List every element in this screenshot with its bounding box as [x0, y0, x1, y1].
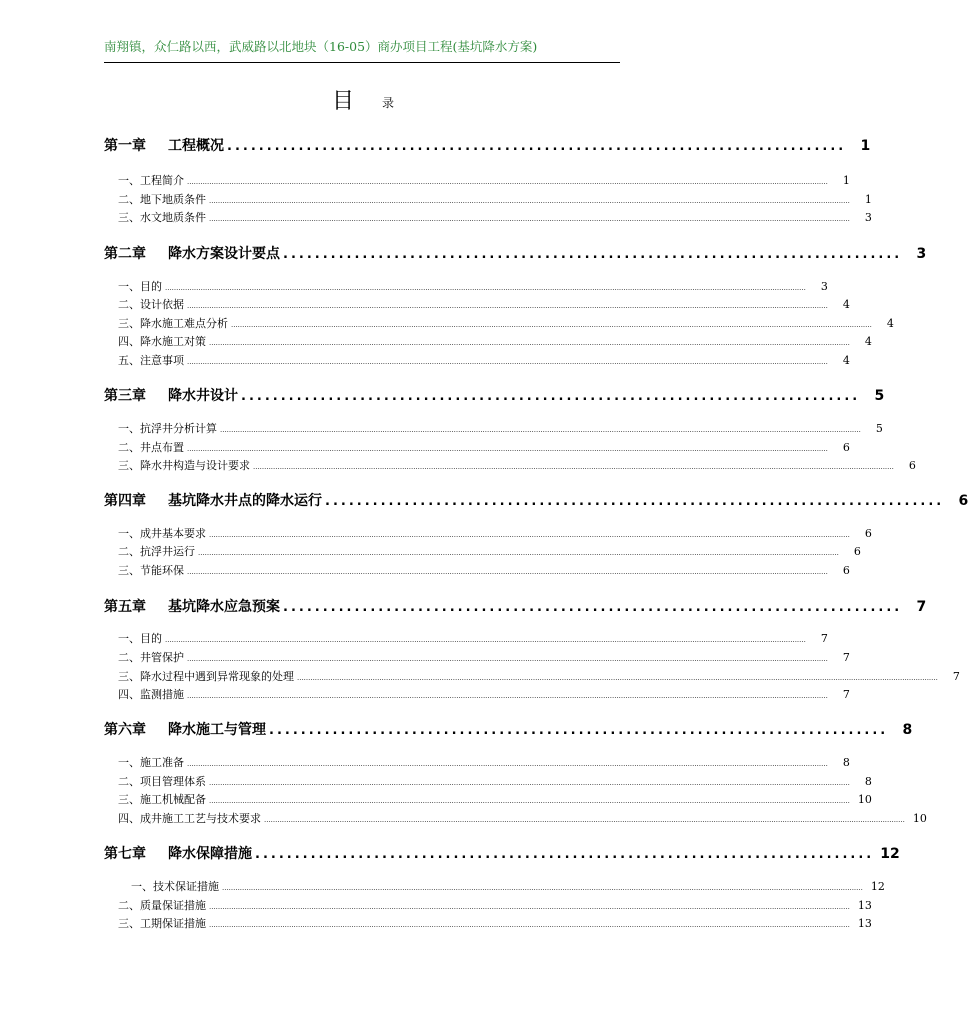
entry-title: 四、监测措施 — [118, 688, 184, 701]
page-number: 4 — [886, 317, 894, 330]
entry-title: 降水施工与管理 — [168, 722, 266, 738]
entry-title: 三、降水过程中遇到异常现象的处理 — [118, 670, 294, 683]
page-number: 5 — [875, 422, 883, 435]
dot-leader: ................................................................................................................................................................................................................................................................................................ — [253, 463, 894, 471]
toc-section-entry[interactable] — [118, 315, 894, 331]
toc-section-entry[interactable] — [118, 630, 828, 646]
entry-title: 二、设计依据 — [118, 298, 184, 311]
chapter-number: 第六章 — [104, 722, 146, 738]
entry-title: 降水井设计 — [168, 388, 238, 404]
toc-title-sub: 录 — [382, 96, 395, 110]
toc-chapter-entry[interactable] — [104, 385, 885, 405]
page-number: 7 — [842, 688, 850, 701]
toc-section-entry[interactable] — [118, 915, 872, 931]
dot-leader: .............................................................................. — [283, 247, 903, 262]
page-number: 5 — [874, 388, 885, 404]
dot-leader: ................................................................................................................................................................................................................................................................................................ — [209, 903, 850, 911]
dot-leader: ................................................................................................................................................................................................................................................................................................ — [165, 636, 806, 644]
page-number: 3 — [864, 211, 872, 224]
dot-leader: ................................................................................................................................................................................................................................................................................................ — [165, 284, 806, 292]
entry-title: 二、地下地质条件 — [118, 193, 206, 206]
entry-title: 工程概况 — [168, 138, 224, 154]
toc-section-entry[interactable] — [118, 191, 872, 207]
chapter-number: 第三章 — [104, 388, 146, 404]
entry-title: 二、质量保证措施 — [118, 899, 206, 912]
dot-leader: ................................................................................................................................................................................................................................................................................................ — [187, 692, 828, 700]
page-number: 4 — [864, 335, 872, 348]
entry-title: 三、降水井构造与设计要求 — [118, 459, 250, 472]
page-number: 7 — [820, 632, 828, 645]
dot-leader: ................................................................................................................................................................................................................................................................................................ — [187, 358, 828, 366]
toc-section-entry[interactable] — [118, 791, 872, 807]
dot-leader: .............................................................................. — [283, 600, 903, 615]
page-number: 6 — [853, 545, 861, 558]
dot-leader: ................................................................................................................................................................................................................................................................................................ — [222, 884, 863, 892]
entry-title: 一、目的 — [118, 280, 162, 293]
toc-chapter-entry[interactable] — [104, 490, 968, 510]
dot-leader: .............................................................................. — [255, 847, 875, 862]
page-number: 4 — [842, 354, 850, 367]
dot-leader: ................................................................................................................................................................................................................................................................................................ — [198, 549, 839, 557]
page-number: 1 — [864, 193, 872, 206]
toc-chapter-entry[interactable] — [104, 135, 871, 155]
page-number: 3 — [916, 246, 927, 262]
entry-title: 二、项目管理体系 — [118, 775, 206, 788]
page-number: 6 — [842, 441, 850, 454]
dot-leader: ................................................................................................................................................................................................................................................................................................ — [231, 321, 872, 329]
toc-section-entry[interactable] — [118, 209, 872, 225]
dot-leader: ................................................................................................................................................................................................................................................................................................ — [187, 760, 828, 768]
page-number: 1 — [842, 174, 850, 187]
entry-title: 一、技术保证措施 — [131, 880, 219, 893]
entry-title: 四、成井施工工艺与技术要求 — [118, 812, 261, 825]
chapter-number: 第二章 — [104, 246, 146, 262]
toc-section-entry[interactable] — [118, 649, 850, 665]
page-number: 8 — [864, 775, 872, 788]
toc-section-entry[interactable] — [118, 525, 872, 541]
entry-title: 基坑降水应急预案 — [168, 599, 280, 615]
entry-title: 一、抗浮井分析计算 — [118, 422, 217, 435]
chapter-number: 第一章 — [104, 138, 146, 154]
toc-section-entry[interactable] — [118, 352, 850, 368]
toc-section-entry[interactable] — [118, 296, 850, 312]
dot-leader: ................................................................................................................................................................................................................................................................................................ — [187, 178, 828, 186]
page-number: 1 — [860, 138, 871, 154]
dot-leader: ................................................................................................................................................................................................................................................................................................ — [209, 215, 850, 223]
entry-title: 一、成井基本要求 — [118, 527, 206, 540]
page-number: 6 — [842, 564, 850, 577]
dot-leader: ................................................................................................................................................................................................................................................................................................ — [187, 445, 828, 453]
page-number: 7 — [916, 599, 927, 615]
chapter-number: 第五章 — [104, 599, 146, 615]
dot-leader: ................................................................................................................................................................................................................................................................................................ — [187, 568, 828, 576]
page-number: 6 — [958, 493, 968, 509]
page-number: 12 — [870, 880, 885, 893]
entry-title: 二、抗浮井运行 — [118, 545, 195, 558]
toc-chapter-entry[interactable] — [104, 243, 927, 263]
dot-leader: ................................................................................................................................................................................................................................................................................................ — [209, 339, 850, 347]
toc-section-entry[interactable] — [118, 439, 850, 455]
dot-leader: .............................................................................. — [241, 389, 861, 404]
toc-section-entry[interactable] — [118, 897, 872, 913]
entry-title: 三、施工机械配备 — [118, 793, 206, 806]
toc-chapter-entry[interactable] — [104, 596, 927, 616]
entry-title: 一、目的 — [118, 632, 162, 645]
page-number: 6 — [864, 527, 872, 540]
entry-title: 一、工程简介 — [118, 174, 184, 187]
toc-section-entry[interactable] — [118, 562, 850, 578]
entry-title: 基坑降水井点的降水运行 — [168, 493, 322, 509]
dot-leader: ................................................................................................................................................................................................................................................................................................ — [187, 302, 828, 310]
toc-section-entry[interactable] — [118, 457, 916, 473]
page-number: 8 — [842, 756, 850, 769]
page-number: 10 — [857, 793, 872, 806]
toc-section-entry[interactable] — [131, 878, 885, 894]
entry-title: 三、水文地质条件 — [118, 211, 206, 224]
dot-leader: ................................................................................................................................................................................................................................................................................................ — [209, 197, 850, 205]
toc-chapter-entry[interactable] — [104, 843, 900, 863]
entry-title: 五、注意事项 — [118, 354, 184, 367]
toc-section-entry[interactable] — [118, 172, 850, 188]
toc-section-entry[interactable] — [118, 686, 850, 702]
page-number: 4 — [842, 298, 850, 311]
dot-leader: ................................................................................................................................................................................................................................................................................................ — [209, 779, 850, 787]
document-header: 南翔镇，众仁路以西，武威路以北地块（16-05）商办项目工程(基坑降水方案) — [104, 39, 538, 54]
header-rule — [104, 62, 620, 63]
entry-title: 三、节能环保 — [118, 564, 184, 577]
entry-title: 三、工期保证措施 — [118, 917, 206, 930]
dot-leader: ................................................................................................................................................................................................................................................................................................ — [209, 531, 850, 539]
toc-section-entry[interactable] — [118, 420, 883, 436]
toc-chapter-entry[interactable] — [104, 719, 913, 739]
page-number: 8 — [902, 722, 913, 738]
dot-leader: ................................................................................................................................................................................................................................................................................................ — [187, 655, 828, 663]
dot-leader: .............................................................................. — [227, 139, 847, 154]
page-number: 12 — [880, 846, 900, 862]
page-number: 13 — [857, 917, 872, 930]
dot-leader: ................................................................................................................................................................................................................................................................................................ — [209, 797, 850, 805]
toc-section-entry[interactable] — [118, 543, 861, 559]
toc-section-entry[interactable] — [118, 278, 828, 294]
toc-section-entry[interactable] — [118, 773, 872, 789]
entry-title: 三、降水施工难点分析 — [118, 317, 228, 330]
toc-section-entry[interactable] — [118, 333, 872, 349]
page-number: 3 — [820, 280, 828, 293]
dot-leader: ................................................................................................................................................................................................................................................................................................ — [264, 816, 905, 824]
entry-title: 降水保障措施 — [168, 846, 252, 862]
toc-section-entry[interactable] — [118, 754, 850, 770]
dot-leader: ................................................................................................................................................................................................................................................................................................ — [220, 426, 861, 434]
dot-leader: .............................................................................. — [269, 723, 889, 738]
page-number: 7 — [842, 651, 850, 664]
entry-title: 四、降水施工对策 — [118, 335, 206, 348]
entry-title: 一、施工准备 — [118, 756, 184, 769]
toc-section-entry[interactable] — [118, 810, 927, 826]
page-number: 13 — [857, 899, 872, 912]
toc-section-entry[interactable] — [118, 668, 960, 684]
dot-leader: .............................................................................. — [325, 494, 945, 509]
page-number: 6 — [908, 459, 916, 472]
toc-title-main: 目 — [332, 89, 355, 114]
page-number: 7 — [952, 670, 960, 683]
entry-title: 二、井管保护 — [118, 651, 184, 664]
page-number: 10 — [912, 812, 927, 825]
chapter-number: 第七章 — [104, 846, 146, 862]
chapter-number: 第四章 — [104, 493, 146, 509]
dot-leader: ................................................................................................................................................................................................................................................................................................ — [209, 921, 850, 929]
toc-title — [0, 88, 724, 118]
entry-title: 降水方案设计要点 — [168, 246, 280, 262]
dot-leader: ................................................................................................................................................................................................................................................................................................ — [297, 674, 938, 682]
entry-title: 二、井点布置 — [118, 441, 184, 454]
